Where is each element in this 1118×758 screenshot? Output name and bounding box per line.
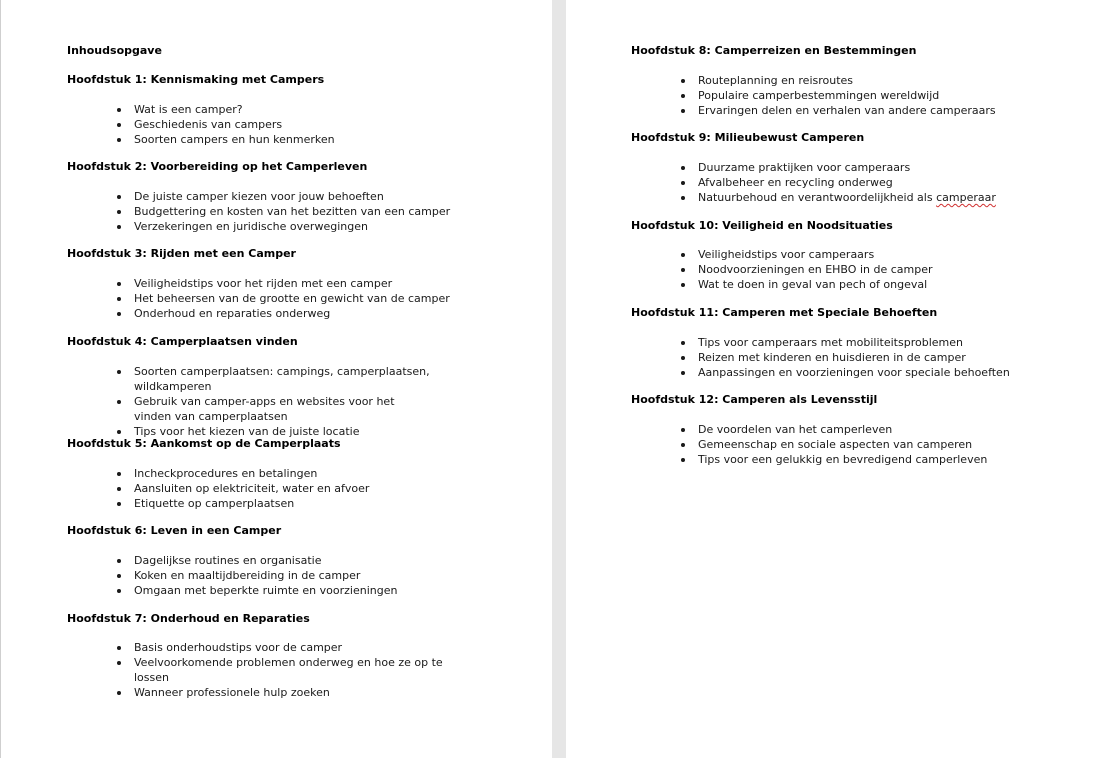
list-item: Gebruik van camper-apps en websites voor het vinden van camperplaatsen — [117, 394, 467, 424]
chapter-11-list — [681, 335, 1041, 380]
list-item: Verzekeringen en juridische overwegingen — [117, 219, 477, 234]
list-item: Veelvoorkomende problemen onderweg en hoe ze op te lossen — [117, 655, 477, 685]
list-item: Soorten campers en hun kenmerken — [117, 132, 477, 147]
chapter-7-list — [117, 640, 477, 700]
chapter-heading-7: Hoofdstuk 7: Onderhoud en Reparaties — [67, 612, 310, 625]
chapter-12-list — [681, 422, 1041, 467]
bullet-icon — [117, 472, 121, 476]
bullet-icon — [117, 574, 121, 578]
list-item: Aanpassingen en voorzieningen voor speciale behoeften — [681, 365, 1041, 380]
bullet-icon — [681, 253, 685, 257]
list-item: Incheckprocedures en betalingen — [117, 466, 477, 481]
list-item: Geschiedenis van campers — [117, 117, 477, 132]
list-item: Veiligheidstips voor camperaars — [681, 247, 1041, 262]
bullet-icon — [117, 282, 121, 286]
list-item: Tips voor een gelukkig en bevredigend camperleven — [681, 452, 1041, 467]
list-item: Wanneer professionele hulp zoeken — [117, 685, 477, 700]
bullet-icon — [117, 123, 121, 127]
list-item: Het beheersen van de grootte en gewicht van de camper — [117, 291, 477, 306]
list-item: Tips voor camperaars met mobiliteitsproblemen — [681, 335, 1041, 350]
chapter-heading-9: Hoofdstuk 9: Milieubewust Camperen — [631, 131, 865, 144]
list-item: Afvalbeheer en recycling onderweg — [681, 175, 1041, 190]
bullet-icon — [681, 181, 685, 185]
list-item: De juiste camper kiezen voor jouw behoeften — [117, 189, 477, 204]
list-item: Soorten camperplaatsen: campings, camperplaatsen, wildkamperen — [117, 364, 467, 394]
list-item: Wat te doen in geval van pech of ongeval — [681, 277, 1041, 292]
bullet-icon — [681, 268, 685, 272]
chapter-6-list — [117, 553, 477, 598]
chapter-heading-6: Hoofdstuk 6: Leven in een Camper — [67, 524, 282, 537]
bullet-icon — [681, 109, 685, 113]
bullet-icon — [117, 487, 121, 491]
chapter-heading-5: Hoofdstuk 5: Aankomst op de Camperplaats — [67, 437, 341, 450]
list-item: Omgaan met beperkte ruimte en voorzieningen — [117, 583, 477, 598]
list-item: Duurzame praktijken voor camperaars — [681, 160, 1041, 175]
chapter-9-list — [681, 160, 1041, 205]
chapter-heading-2: Hoofdstuk 2: Voorbereiding op het Camperleven — [67, 160, 368, 173]
toc-title: Inhoudsopgave — [67, 44, 162, 57]
chapter-2-list — [117, 189, 477, 234]
bullet-icon — [681, 196, 685, 200]
bullet-icon — [117, 225, 121, 229]
chapter-4-list — [117, 364, 467, 439]
list-item: De voordelen van het camperleven — [681, 422, 1041, 437]
list-item: Veiligheidstips voor het rijden met een camper — [117, 276, 477, 291]
list-item: Ervaringen delen en verhalen van andere camperaars — [681, 103, 1041, 118]
bullet-icon — [117, 646, 121, 650]
list-item: Etiquette op camperplaatsen — [117, 496, 477, 511]
bullet-icon — [681, 79, 685, 83]
list-item: Tips voor het kiezen van de juiste locatie — [117, 424, 467, 439]
chapter-5-list — [117, 466, 477, 511]
bullet-icon — [117, 430, 121, 434]
list-item: Populaire camperbestemmingen wereldwijd — [681, 88, 1041, 103]
chapter-heading-3: Hoofdstuk 3: Rijden met een Camper — [67, 247, 296, 260]
list-item: Koken en maaltijdbereiding in de camper — [117, 568, 477, 583]
bullet-icon — [681, 371, 685, 375]
chapter-heading-11: Hoofdstuk 11: Camperen met Speciale Behoeften — [631, 306, 938, 319]
document-page-1[interactable] — [0, 0, 552, 758]
bullet-icon — [117, 559, 121, 563]
bullet-icon — [117, 691, 121, 695]
list-item: Wat is een camper? — [117, 102, 477, 117]
list-item: Onderhoud en reparaties onderweg — [117, 306, 477, 321]
bullet-icon — [117, 661, 121, 665]
list-item: Basis onderhoudstips voor de camper — [117, 640, 477, 655]
bullet-icon — [117, 108, 121, 112]
bullet-icon — [117, 210, 121, 214]
bullet-icon — [681, 283, 685, 287]
list-item: Reizen met kinderen en huisdieren in de camper — [681, 350, 1041, 365]
spellcheck-flagged-word[interactable]: camperaar — [936, 191, 996, 204]
list-item: Noodvoorzieningen en EHBO in de camper — [681, 262, 1041, 277]
chapter-heading-1: Hoofdstuk 1: Kennismaking met Campers — [67, 73, 325, 86]
bullet-icon — [117, 370, 121, 374]
list-item: Gemeenschap en sociale aspecten van camperen — [681, 437, 1041, 452]
bullet-icon — [117, 400, 121, 404]
bullet-icon — [681, 443, 685, 447]
document-page-2[interactable] — [566, 0, 1118, 758]
list-item: Routeplanning en reisroutes — [681, 73, 1041, 88]
chapter-heading-12: Hoofdstuk 12: Camperen als Levensstijl — [631, 393, 878, 406]
chapter-heading-8: Hoofdstuk 8: Camperreizen en Bestemmingen — [631, 44, 917, 57]
bullet-icon — [681, 166, 685, 170]
list-item: Natuurbehoud en verantwoordelijkheid als camperaar — [681, 190, 1041, 205]
bullet-icon — [681, 428, 685, 432]
bullet-icon — [681, 458, 685, 462]
chapter-3-list — [117, 276, 477, 321]
bullet-icon — [117, 502, 121, 506]
chapter-10-list — [681, 247, 1041, 292]
bullet-icon — [117, 138, 121, 142]
bullet-icon — [117, 195, 121, 199]
bullet-icon — [117, 312, 121, 316]
bullet-icon — [681, 356, 685, 360]
bullet-icon — [117, 297, 121, 301]
list-item: Budgettering en kosten van het bezitten van een camper — [117, 204, 477, 219]
chapter-1-list — [117, 102, 477, 147]
bullet-icon — [681, 341, 685, 345]
chapter-heading-10: Hoofdstuk 10: Veiligheid en Noodsituaties — [631, 219, 893, 232]
bullet-icon — [681, 94, 685, 98]
chapter-heading-4: Hoofdstuk 4: Camperplaatsen vinden — [67, 335, 298, 348]
chapter-8-list — [681, 73, 1041, 118]
bullet-icon — [117, 589, 121, 593]
list-item: Aansluiten op elektriciteit, water en afvoer — [117, 481, 477, 496]
list-item: Dagelijkse routines en organisatie — [117, 553, 477, 568]
